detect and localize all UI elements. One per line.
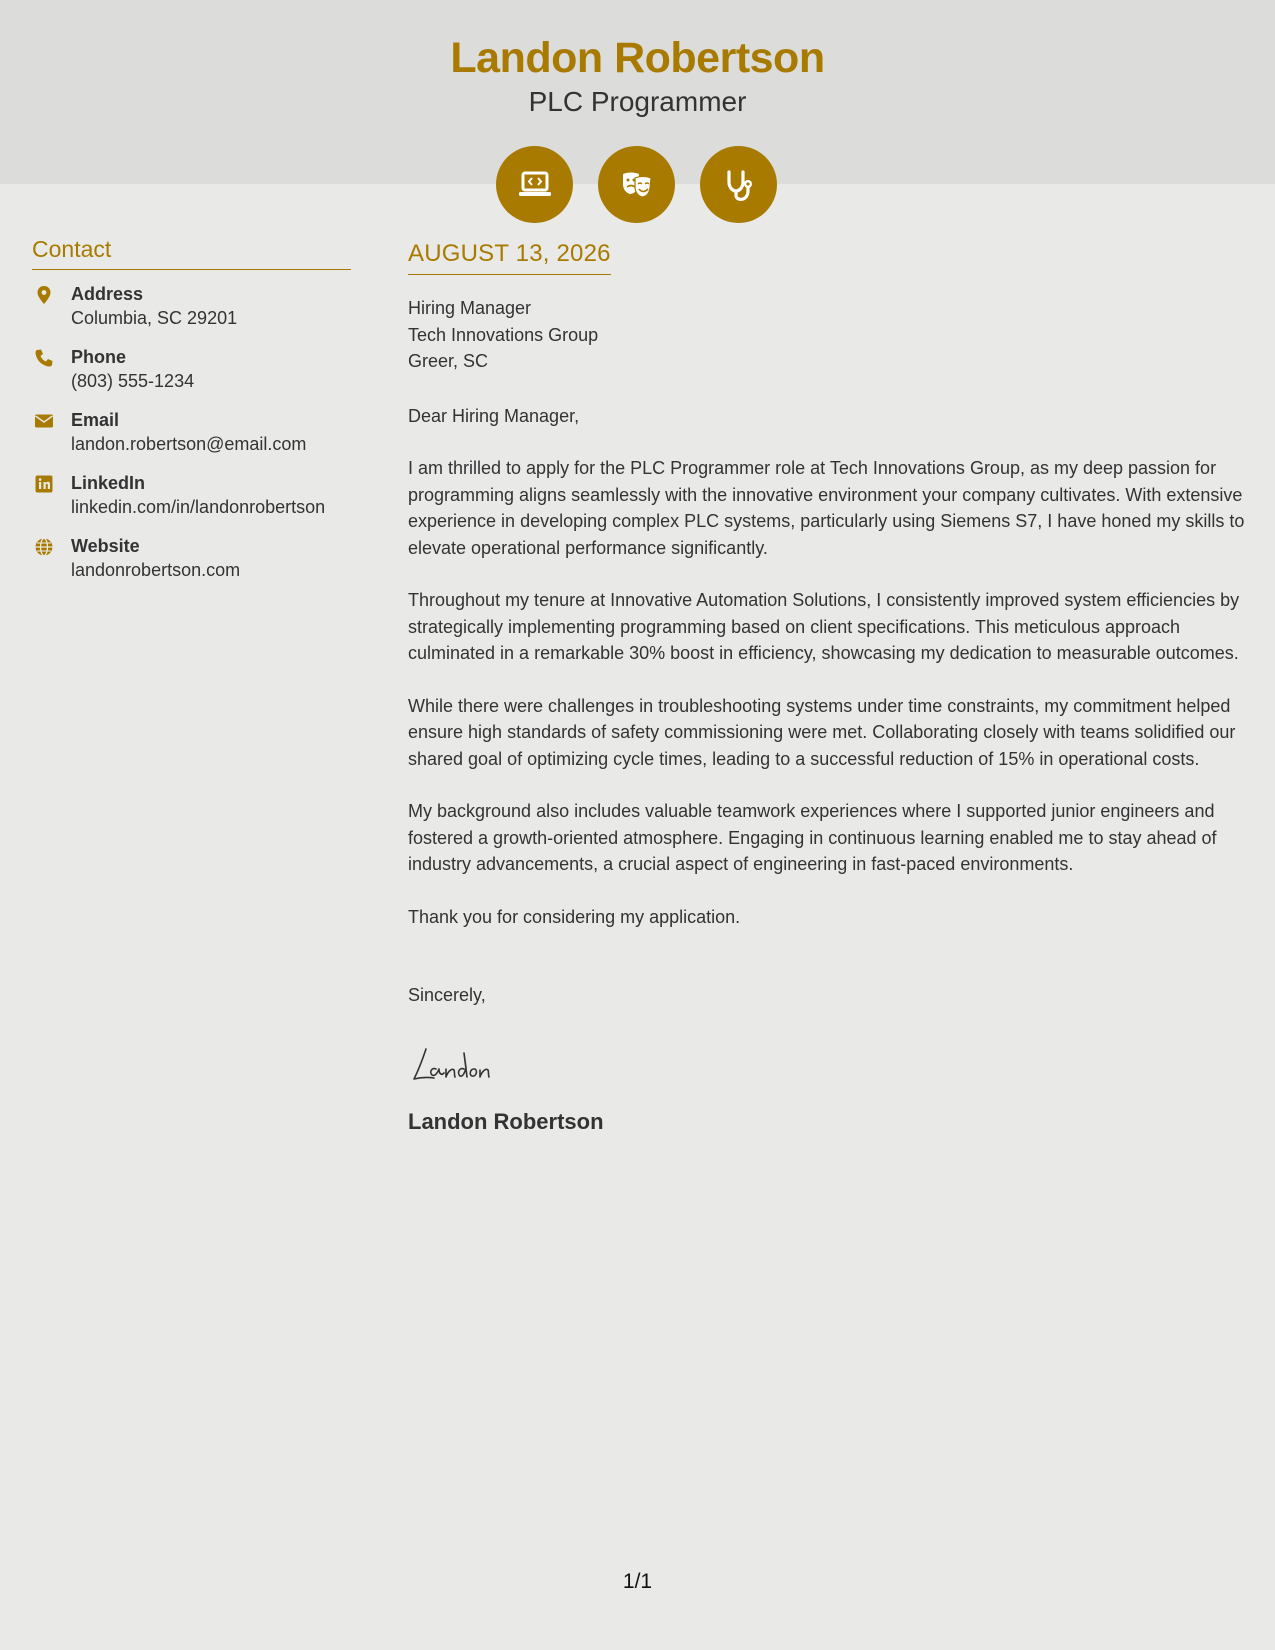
contact-website	[32, 534, 351, 597]
map-pin-icon	[34, 285, 54, 305]
contact-value: landon.robertson@email.com	[71, 434, 307, 454]
badge-masks	[598, 146, 675, 223]
contact-label: LinkedIn	[71, 473, 146, 493]
envelope-icon	[34, 411, 54, 431]
globe-icon	[34, 537, 54, 557]
applicant-name: Landon Robertson	[450, 34, 825, 82]
linkedin-icon	[34, 474, 54, 494]
laptop-code-icon	[515, 165, 555, 205]
theater-masks-icon	[617, 165, 657, 205]
contact-label: Address	[71, 284, 144, 304]
letter-body	[408, 240, 1258, 1135]
contact-heading: Contact	[32, 236, 351, 270]
contact-phone	[32, 345, 351, 408]
contact-sidebar	[32, 236, 351, 597]
stethoscope-icon	[719, 165, 759, 205]
letter-paragraph: My background also includes valuable teamwork experiences where I supported junior engineers and fostered a growth-oriented atmosphere. Engaging in continuous learning enabled me to stay ahead of industry advancements, a crucial aspect of engineering in fast-paced environments.	[408, 801, 1217, 874]
contact-label: Phone	[71, 347, 127, 367]
contact-linkedin	[32, 471, 351, 534]
recipient-line: Hiring Manager	[408, 298, 532, 318]
contact-label: Website	[71, 536, 140, 556]
recipient-line: Greer, SC	[408, 351, 489, 371]
badge-stethoscope	[700, 146, 777, 223]
contact-value: (803) 555-1234	[71, 371, 195, 391]
badge-row	[496, 146, 777, 223]
letter-paragraph: Thank you for considering my application.	[408, 906, 741, 927]
job-title: PLC Programmer	[528, 86, 747, 117]
letter-date: AUGUST 13, 2026	[408, 240, 611, 275]
letter-paragraph: I am thrilled to apply for the PLC Programmer role at Tech Innovations Group, as my deep passion for programming aligns seamlessly with the innovative environment your company cultivates. With extensive experience in developing complex PLC systems, particularly using Siemens S7, I have honed my skills to elevate operational performance significantly.	[408, 458, 1245, 558]
contact-address	[32, 282, 351, 345]
badge-laptop	[496, 146, 573, 223]
contact-value: landonrobertson.com	[71, 560, 241, 580]
contact-list	[32, 282, 351, 597]
letter-paragraph: Throughout my tenure at Innovative Automation Solutions, I consistently improved system efficiencies by strategically implementing programming based on client specifications. This meticulous approach culminated in a remarkable 30% boost in efficiency, showcasing my dedication to measurable outcomes.	[408, 590, 1240, 663]
closing: Sincerely,	[408, 985, 486, 1005]
signed-name: Landon Robertson	[408, 1108, 604, 1134]
phone-icon	[34, 348, 54, 368]
recipient-line: Tech Innovations Group	[408, 324, 599, 345]
letter-paragraph: While there were challenges in troubleshooting systems under time constraints, my commitment helped ensure high standards of safety commissioning were met. Collaborating closely with teams solidified our shared goal of optimizing cycle times, leading to a successful reduction of 15% in operational costs.	[408, 695, 1236, 769]
contact-label: Email	[71, 410, 120, 430]
contact-value: linkedin.com/in/landonrobertson	[71, 497, 326, 517]
salutation: Dear Hiring Manager,	[408, 405, 580, 426]
contact-email	[32, 408, 351, 471]
page-number: 1/1	[622, 1570, 653, 1593]
contact-value: Columbia, SC 29201	[71, 308, 238, 328]
recipient-block	[408, 295, 1258, 375]
handwritten-signature	[408, 1039, 1258, 1089]
